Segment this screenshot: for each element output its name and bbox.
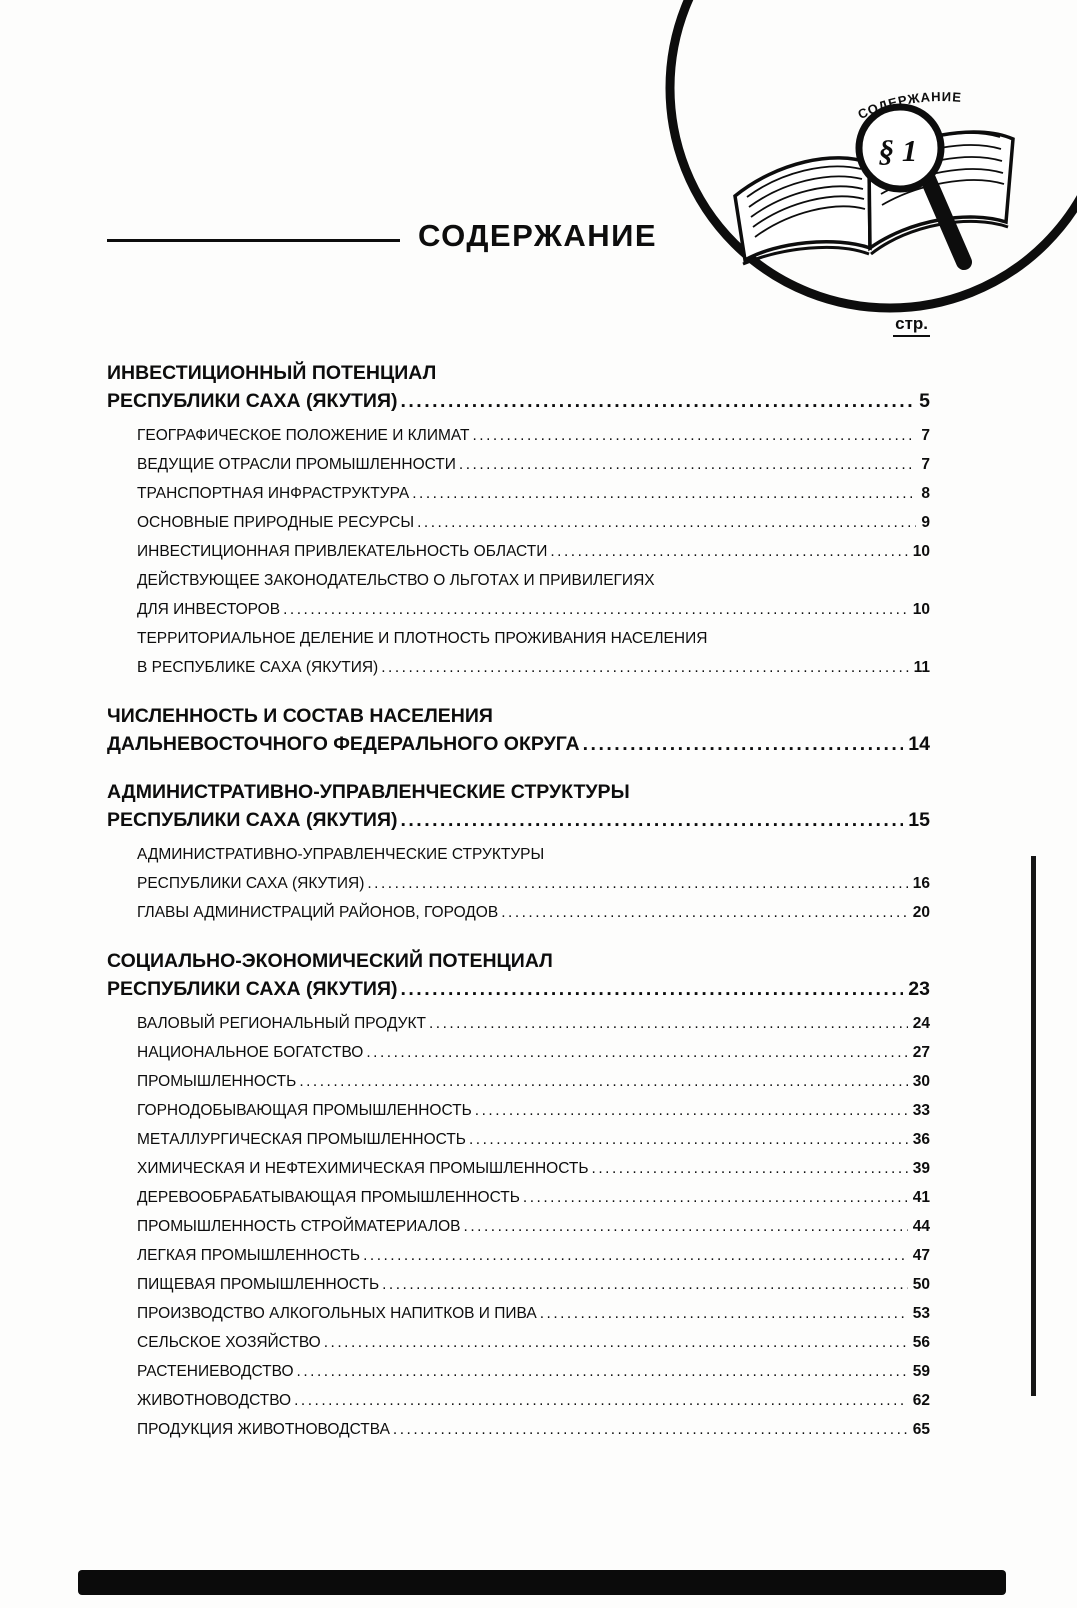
toc-page-number: 20 [912,904,930,921]
toc-entry-text: ДАЛЬНЕВОСТОЧНОГО ФЕДЕРАЛЬНОГО ОКРУГА [107,733,580,755]
toc-page-number: 36 [912,1131,930,1148]
toc-entry-text: АДМИНИСТРАТИВНО-УПРАВЛЕНЧЕСКИЕ СТРУКТУРЫ [137,846,545,863]
dot-leader [382,1270,908,1299]
toc-page-number: 39 [912,1160,930,1177]
page-column-header-row [107,314,930,337]
toc-page-number: 30 [912,1073,930,1090]
magnifier-label: § 1 [878,133,918,168]
toc-item [137,479,930,508]
dot-leader [459,450,916,479]
toc-entry-text: ГОРНОДОБЫВАЮЩАЯ ПРОМЫШЛЕННОСТЬ [137,1102,472,1119]
toc-item [137,1038,930,1067]
dot-leader [297,1357,908,1386]
scan-artifact-edge-line [1031,856,1036,1396]
dot-leader [501,898,908,927]
dot-leader [550,537,907,566]
toc-entry-text: РЕСПУБЛИКИ САХА (ЯКУТИЯ) [107,390,398,412]
toc-item [137,421,930,450]
dot-leader [367,869,907,898]
toc-item-line [137,1038,930,1067]
toc-heading-line [107,359,930,387]
toc-entry-text: ГЛАВЫ АДМИНИСТРАЦИЙ РАЙОНОВ, ГОРОДОВ [137,904,499,921]
dot-leader [400,387,914,415]
toc-item [137,1241,930,1270]
toc-entry-text: РЕСПУБЛИКИ САХА (ЯКУТИЯ) [137,875,365,892]
toc-item [137,1270,930,1299]
toc-item [137,508,930,537]
toc-section [107,947,930,1444]
toc-item-line [137,1154,930,1183]
toc-item-line [137,624,930,653]
toc-item-list [107,1009,930,1444]
title-rule [107,239,400,242]
toc-section [107,702,930,758]
scan-artifact-bottom-bar [78,1570,1006,1595]
toc-item [137,898,930,927]
toc-page-number: 9 [921,514,930,531]
toc-entry-text: ЖИВОТНОВОДСТВО [137,1392,292,1409]
page-column-header: стр. [893,314,930,337]
toc-heading-line [107,702,930,730]
toc-section [107,778,930,927]
toc-entry-text: ДЛЯ ИНВЕСТОРОВ [137,601,281,618]
toc-entry-text: ДЕЙСТВУЮЩЕЕ ЗАКОНОДАТЕЛЬСТВО О ЛЬГОТАХ И ПРИВИЛЕГИЯХ [137,572,655,589]
dot-leader [464,1212,908,1241]
dot-leader [540,1299,908,1328]
toc-page-number: 47 [912,1247,930,1264]
toc-entry-text: РАСТЕНИЕВОДСТВО [137,1363,294,1380]
dot-leader [583,730,904,758]
toc-item [137,1009,930,1038]
dot-leader [294,1386,908,1415]
dot-leader [412,479,916,508]
toc-item-list [107,421,930,682]
toc-page-number: 62 [912,1392,930,1409]
toc-entry-text: ВАЛОВЫЙ РЕГИОНАЛЬНЫЙ ПРОДУКТ [137,1015,426,1032]
toc-item-line [137,1328,930,1357]
dot-leader [592,1154,908,1183]
toc-entry-text: ЧИСЛЕННОСТЬ И СОСТАВ НАСЕЛЕНИЯ [107,705,493,727]
page-title: СОДЕРЖАНИЕ [418,218,658,253]
toc-item-line [137,479,930,508]
toc-item [137,624,930,682]
toc-entry-text: ДЕРЕВООБРАБАТЫВАЮЩАЯ ПРОМЫШЛЕННОСТЬ [137,1189,520,1206]
toc-page-number: 16 [912,875,930,892]
toc-entry-text: ХИМИЧЕСКАЯ И НЕФТЕХИМИЧЕСКАЯ ПРОМЫШЛЕННОСТЬ [137,1160,589,1177]
toc-entry-text: ТРАНСПОРТНАЯ ИНФРАСТРУКТУРА [137,485,410,502]
dot-leader [417,508,916,537]
toc-item-line [137,1299,930,1328]
title-row [107,216,930,256]
toc-page-number: 11 [913,659,930,676]
dot-leader [429,1009,908,1038]
dot-leader [469,1125,908,1154]
toc-entry-text: ПРОМЫШЛЕННОСТЬ СТРОЙМАТЕРИАЛОВ [137,1218,461,1235]
toc-entry-text: СЕЛЬСКОЕ ХОЗЯЙСТВО [137,1334,321,1351]
toc-entry-text: ВЕДУЩИЕ ОТРАСЛИ ПРОМЫШЛЕННОСТИ [137,456,456,473]
dot-leader [366,1038,907,1067]
toc-page-number: 65 [912,1421,930,1438]
toc-page-number: 7 [921,456,930,473]
toc-entry-text: ТЕРРИТОРИАЛЬНОЕ ДЕЛЕНИЕ И ПЛОТНОСТЬ ПРОЖИВАНИЯ НАСЕЛЕНИЯ [137,630,708,647]
toc-page-number: 14 [908,733,930,755]
toc-entry-text: СОЦИАЛЬНО-ЭКОНОМИЧЕСКИЙ ПОТЕНЦИАЛ [107,950,553,972]
dot-leader [473,421,917,450]
toc-item-line [137,1067,930,1096]
toc-page-number: 10 [912,543,930,560]
toc-heading-line [107,947,930,975]
toc-page-number: 50 [912,1276,930,1293]
toc-item [137,566,930,624]
toc-item-line [137,898,930,927]
toc-page-number: 41 [912,1189,930,1206]
toc-page-number: 24 [912,1015,930,1032]
toc-entry-text: ИНВЕСТИЦИОННЫЙ ПОТЕНЦИАЛ [107,362,437,384]
dot-leader [475,1096,908,1125]
toc-item-line [137,1125,930,1154]
toc [107,359,930,1444]
toc-item-list [107,840,930,927]
toc-item-line [137,508,930,537]
book-arc-label: СОДЕРЖАНИЕ [855,89,963,122]
toc-item [137,1357,930,1386]
toc-heading-line [107,806,930,834]
toc-item [137,1386,930,1415]
toc-heading-line [107,975,930,1003]
toc-page-number: 53 [912,1305,930,1322]
toc-page-number: 23 [908,978,930,1000]
toc-page-number: 27 [912,1044,930,1061]
dot-leader [283,595,908,624]
toc-entry-text: ПИЩЕВАЯ ПРОМЫШЛЕННОСТЬ [137,1276,380,1293]
toc-item-line [137,450,930,479]
toc-heading-line [107,387,930,415]
toc-entry-text: ПРОИЗВОДСТВО АЛКОГОЛЬНЫХ НАПИТКОВ И ПИВА [137,1305,537,1322]
toc-item-line [137,869,930,898]
toc-item-line [137,1415,930,1444]
toc-item-line [137,1241,930,1270]
toc-item-line [137,1096,930,1125]
toc-entry-text: ГЕОГРАФИЧЕСКОЕ ПОЛОЖЕНИЕ И КЛИМАТ [137,427,470,444]
toc-heading-line [107,778,930,806]
toc-entry-text: АДМИНИСТРАТИВНО-УПРАВЛЕНЧЕСКИЕ СТРУКТУРЫ [107,781,630,803]
toc-item [137,1067,930,1096]
toc-item [137,450,930,479]
toc-entry-text: ИНВЕСТИЦИОННАЯ ПРИВЛЕКАТЕЛЬНОСТЬ ОБЛАСТИ [137,543,548,560]
toc-item-line [137,566,930,595]
dot-leader [523,1183,908,1212]
toc-item-line [137,1183,930,1212]
toc-page-number: 8 [921,485,930,502]
toc-page-number: 44 [912,1218,930,1235]
dot-leader [299,1067,907,1096]
toc-item-line [137,1386,930,1415]
toc-page-number: 15 [908,809,930,831]
toc-item-line [137,653,930,682]
toc-item-line [137,537,930,566]
toc-entry-text: МЕТАЛЛУРГИЧЕСКАЯ ПРОМЫШЛЕННОСТЬ [137,1131,466,1148]
toc-entry-text: НАЦИОНАЛЬНОЕ БОГАТСТВО [137,1044,364,1061]
toc-entry-text: ПРОМЫШЛЕННОСТЬ [137,1073,297,1090]
toc-page-number: 10 [912,601,930,618]
toc-page-number: 56 [912,1334,930,1351]
toc-item-line [137,1009,930,1038]
toc-entry-text: В РЕСПУБЛИКЕ САХА (ЯКУТИЯ) [137,659,379,676]
dot-leader [381,653,908,682]
toc-item-line [137,595,930,624]
toc-heading-line [107,730,930,758]
toc-item-line [137,1212,930,1241]
toc-item [137,840,930,898]
toc-item [137,1328,930,1357]
toc-item [137,1125,930,1154]
toc-item [137,1183,930,1212]
toc-item [137,1154,930,1183]
toc-item [137,1299,930,1328]
toc-item [137,1212,930,1241]
toc-page-number: 33 [912,1102,930,1119]
toc-item-line [137,1270,930,1299]
toc-item-line [137,1357,930,1386]
toc-entry-text: РЕСПУБЛИКИ САХА (ЯКУТИЯ) [107,809,398,831]
toc-entry-text: ЛЕГКАЯ ПРОМЫШЛЕННОСТЬ [137,1247,361,1264]
dot-leader [393,1415,908,1444]
toc-page-number: 59 [912,1363,930,1380]
dot-leader [400,806,903,834]
dot-leader [363,1241,908,1270]
toc-item-line [137,421,930,450]
toc-page-number: 5 [919,390,930,412]
toc-item [137,537,930,566]
toc-page-number: 7 [921,427,930,444]
toc-section [107,359,930,682]
toc-entry-text: ОСНОВНЫЕ ПРИРОДНЫЕ РЕСУРСЫ [137,514,415,531]
toc-entry-text: ПРОДУКЦИЯ ЖИВОТНОВОДСТВА [137,1421,390,1438]
toc-item-line [137,840,930,869]
toc-entry-text: РЕСПУБЛИКИ САХА (ЯКУТИЯ) [107,978,398,1000]
toc-item [137,1096,930,1125]
dot-leader [324,1328,908,1357]
toc-item [137,1415,930,1444]
dot-leader [400,975,903,1003]
